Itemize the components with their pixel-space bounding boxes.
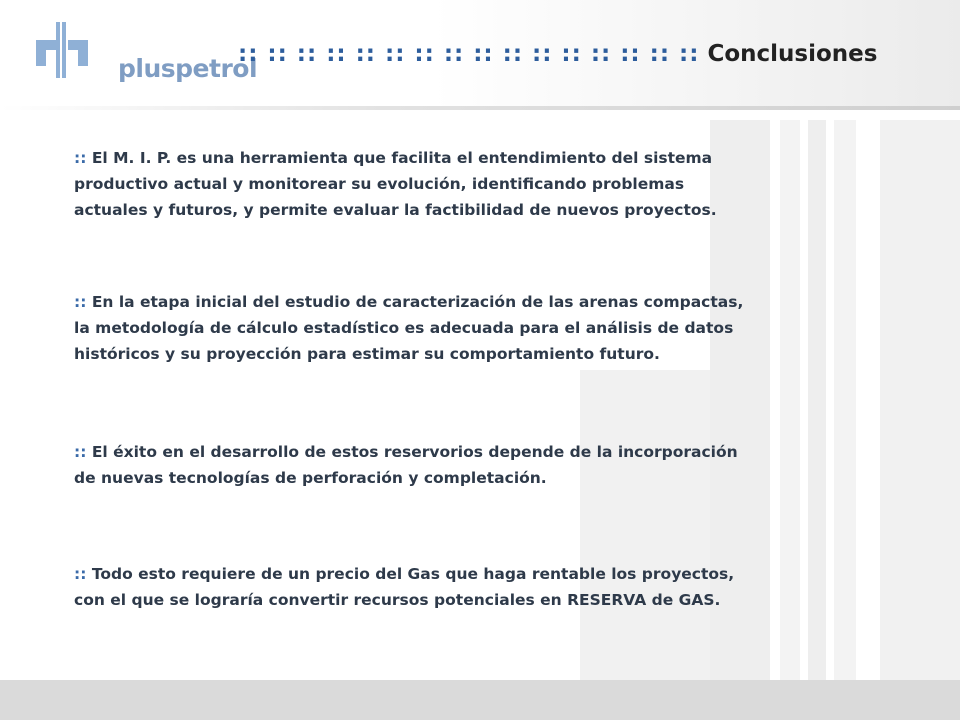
- bullet-marker: ::: [74, 443, 87, 461]
- conclusion-text: En la etapa inicial del estudio de caracterización de las arenas compactas, la metodología de cálculo estadístico es adecuada para el análisis de datos históricos y su proyección para estimar su comportamiento futuro.: [74, 293, 744, 363]
- pluspetrol-logo: [30, 18, 258, 83]
- page-title: [238, 34, 877, 74]
- pluspetrol-logo-mark-icon: [30, 18, 110, 82]
- conclusion-item: [74, 145, 754, 223]
- bullet-marker: ::: [74, 565, 87, 583]
- title-dots: :: :: :: :: :: :: :: :: :: :: :: :: :: :: :: ::: [238, 41, 700, 67]
- bullet-marker: ::: [74, 149, 87, 167]
- conclusion-item: [74, 439, 754, 491]
- logo-text: pluspetrol: [118, 54, 258, 83]
- conclusion-text: El M. I. P. es una herramienta que facilita el entendimiento del sistema productivo actual y monitorear su evolución, identificando problemas actuales y futuros, y permite evaluar la factibilidad de nuevos proyectos.: [74, 149, 717, 219]
- conclusion-text: El éxito en el desarrollo de estos reservorios depende de la incorporación de nuevas tecnologías de perforación y completación.: [74, 443, 738, 487]
- conclusion-text: Todo esto requiere de un precio del Gas que haga rentable los proyectos, con el que se lograría convertir recursos potenciales en RESERVA de GAS.: [74, 565, 735, 609]
- title-text: Conclusiones: [707, 41, 878, 67]
- conclusion-item: [74, 561, 754, 613]
- footer-band: [0, 680, 960, 720]
- conclusion-item: [74, 289, 754, 367]
- bullet-marker: ::: [74, 293, 87, 311]
